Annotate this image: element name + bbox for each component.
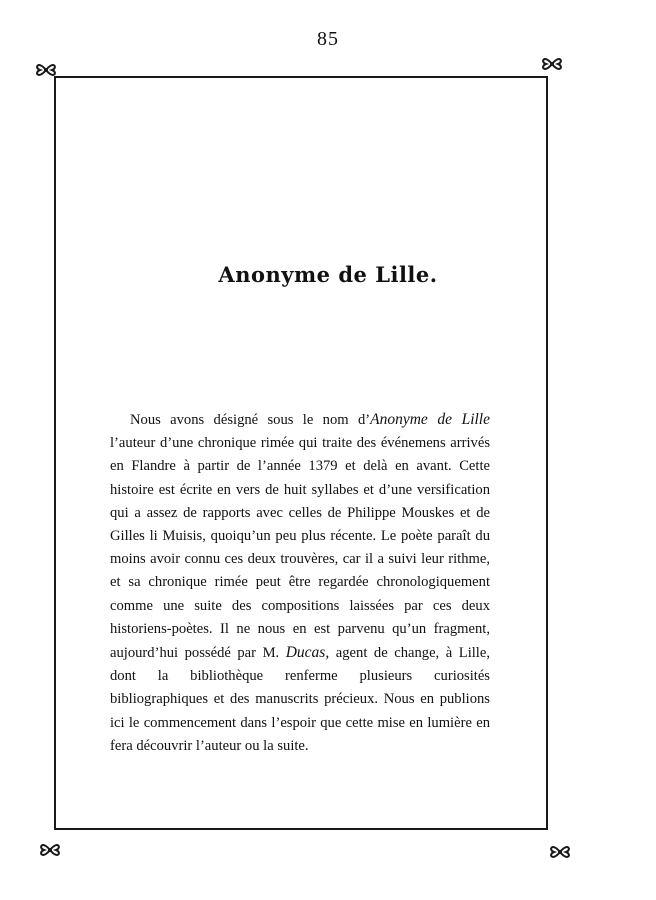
text-segment-1: Nous avons désigné sous le nom d’: [130, 412, 371, 428]
text-segment-3: agent de change, à Lille, dont la bibliothèque renferme plusieurs curiosités bibliographiques et des manuscrits précieux. Nous en publions ici le commencement dans l’espoir que cette mise en lumière en fera découvrir l’auteur ou la suite.: [110, 645, 490, 754]
corner-fleuron-bottom-right-icon: [546, 838, 574, 866]
owner-name-ducas: Ducas,: [285, 644, 330, 662]
paragraph: [110, 408, 490, 758]
body-paragraph: [110, 408, 490, 758]
author-name-anonyme: Anonyme de Lille: [370, 411, 490, 428]
corner-fleuron-bottom-left-icon: [36, 836, 64, 864]
corner-fleuron-top-right-icon: [538, 50, 566, 78]
corner-fleuron-top-left-icon: [32, 56, 60, 84]
chapter-title: Anonyme de Lille.: [218, 262, 438, 287]
page-number: 85: [317, 28, 339, 50]
text-segment-2: l’auteur d’une chronique rimée qui traite des événemens arrivés en Flandre à partir de l’année 1379 et delà en avant. Cette histoire est écrite en vers de huit syllabes et d’une versification qui a assez de rapports avec celles de Philippe Mouskes et de Gilles li Muisis, quoiqu’un peu plus récente. Le poète paraît du moins avoir connu ces deux trouvères, car il a suivi leur rithme, et sa chronique rimée peut être regardée chronologiquement comme une suite des compositions laissées par ces deux historiens-poètes. Il ne nous en est parvenu qu’un fragment, aujourd’hui possédé par M.: [110, 435, 490, 662]
